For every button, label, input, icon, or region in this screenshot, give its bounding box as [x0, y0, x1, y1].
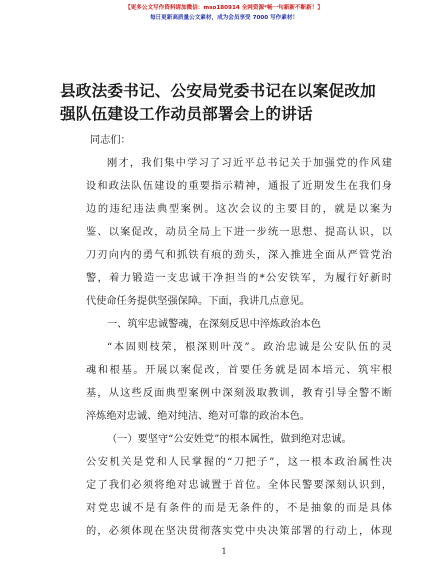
body-line: 鉴、以案促改，动员全局上下进一步统一思想、提高认识，以	[86, 227, 392, 238]
body-line: 警，着力锻造一支忠诚干净担当的*公安铁军，为履行好新时	[86, 273, 392, 284]
subsection-heading: （一）要坚守“公安姓党”的根本属性，做到绝对忠诚。	[107, 434, 352, 445]
page-number: 1	[221, 547, 227, 556]
body-line: 刀刃向内的勇气和抓铁有痕的劲头，深入推进全面从严管党治	[86, 250, 392, 261]
body-line: 的，必须体现在坚决贯彻落实党中央决策部署的行动上，体现	[86, 526, 392, 537]
body-line: 刚才，我们集中学习了习近平总书记关于加强党的作风建	[107, 158, 392, 169]
greeting: 同志们：	[90, 135, 131, 146]
body-line: 定了我们必须将绝对忠诚置于首位。全体民警要深刻认识到，	[86, 480, 392, 491]
promo-banner-line2: 每日更新高质量公文素材，成为会员享受 7000 写作素材！	[149, 15, 299, 21]
body-line: 基，从这些反面典型案例中深刻汲取教训，教育引导全警不断	[86, 388, 392, 399]
body-line: “本固则枝荣，根深则叶茂”。政治忠诚是公安队伍的灵	[107, 342, 392, 353]
body-line: 代使命任务提供坚强保障。下面，我讲几点意见。	[86, 296, 311, 307]
section-heading: 一、筑牢忠诚警魂，在深刻反思中淬炼政治本色	[107, 319, 321, 330]
promo-banner-line1: 【更多公文写作资料请加微信：mso180914 全网资源*畅一句新新不断新！】	[125, 5, 323, 11]
body-line: 对党忠诚不是有条件的而是无条件的，不是抽象的而是具体	[86, 503, 392, 514]
document-title-line2: 强队伍建设工作动员部署会上的讲话	[60, 104, 313, 123]
body-line: 边的违纪违法典型案例。这次会议的主要目的，就是以案为	[86, 204, 392, 215]
body-line: 淬炼绝对忠诚、绝对纯洁、绝对可靠的政治本色。	[86, 411, 311, 422]
body-line: 公安机关是党和人民掌握的“刀把子”，这一根本政治属性决	[86, 457, 392, 468]
body-line: 魂和根基。开展以案促改，首要任务就是固本培元、筑牢根	[86, 365, 392, 376]
body-line: 设和政法队伍建设的重要指示精神，通报了近期发生在我们身	[86, 181, 392, 192]
document-title-line1: 县政法委书记、公安局党委书记在以案促改加	[60, 81, 376, 100]
